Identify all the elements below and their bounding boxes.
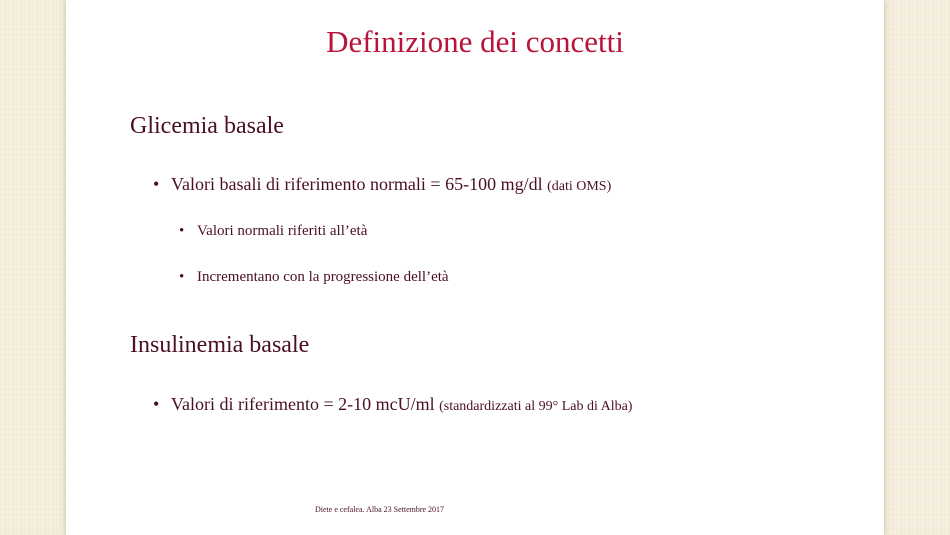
bullet-insulinemia-values xyxy=(153,394,632,415)
bullet-note: (standardizzati al 99° Lab di Alba) xyxy=(439,399,633,414)
bullet-icon: • xyxy=(153,394,160,414)
sub-bullet-age-progression xyxy=(179,269,449,286)
sub-bullet-normal-values xyxy=(179,223,367,240)
bullet-icon: • xyxy=(179,223,185,239)
bullet-note: (dati OMS) xyxy=(547,179,612,194)
section-heading-glicemia: Glicemia basale xyxy=(130,113,284,139)
bullet-glicemia-values xyxy=(153,174,611,195)
bullet-text: Valori di riferimento = 2-10 mcU/ml xyxy=(171,394,435,414)
bullet-icon: • xyxy=(153,174,160,194)
sub-bullet-text: Incrementano con la progressione dell’età xyxy=(197,269,449,285)
slide-title: Definizione dei concetti xyxy=(326,24,624,59)
slide xyxy=(66,0,884,535)
section-heading-insulinemia: Insulinemia basale xyxy=(130,332,310,358)
slide-footer: Diete e cefalea. Alba 23 Settembre 2017 xyxy=(315,505,445,514)
bullet-icon: • xyxy=(179,269,185,285)
bullet-text: Valori basali di riferimento normali = 65-100 mg/dl xyxy=(171,174,543,194)
sub-bullet-text: Valori normali riferiti all’età xyxy=(197,223,368,239)
